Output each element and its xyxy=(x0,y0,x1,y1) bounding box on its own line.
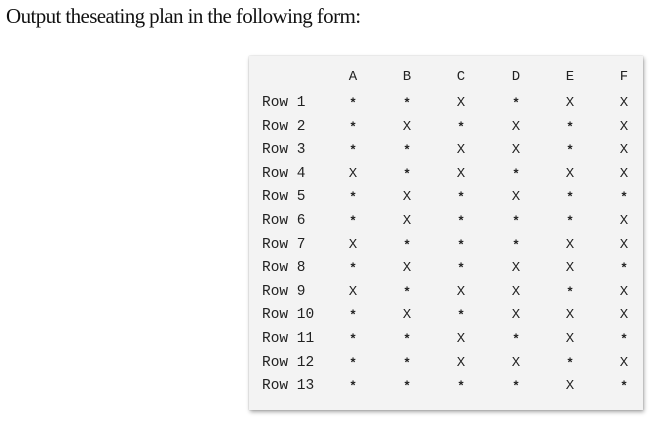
seat-4a: X xyxy=(348,165,358,182)
seat-7d: * xyxy=(512,237,520,253)
seat-3e: * xyxy=(566,143,574,159)
seat-6e: * xyxy=(566,214,574,229)
seat-8d: X xyxy=(511,260,521,277)
column-header-e: E xyxy=(565,69,575,85)
row-label: Row 4 xyxy=(262,165,306,182)
seat-7e: X xyxy=(565,236,575,253)
seat-5c: * xyxy=(457,190,465,206)
seat-6c: * xyxy=(457,214,465,229)
row-label: Row 12 xyxy=(262,354,315,371)
seat-11c: X xyxy=(456,331,466,347)
seat-5b: X xyxy=(402,189,412,206)
row-label: Row 6 xyxy=(262,213,306,229)
seat-13a: * xyxy=(349,379,357,395)
seat-10c: * xyxy=(457,308,465,324)
column-header-a: A xyxy=(348,69,358,85)
seat-3f: X xyxy=(619,142,629,159)
seat-4b: * xyxy=(403,166,411,182)
seat-13b: * xyxy=(403,379,411,395)
seat-11a: * xyxy=(349,332,357,347)
seat-12c: X xyxy=(456,354,466,371)
seat-3a: * xyxy=(349,143,357,159)
seat-13f: * xyxy=(620,379,628,395)
seat-10a: * xyxy=(349,308,357,324)
seat-12b: * xyxy=(403,355,411,371)
seat-6b: X xyxy=(402,213,412,229)
seat-1c: X xyxy=(456,95,466,111)
row-label: Row 5 xyxy=(262,189,306,206)
seat-12f: X xyxy=(619,354,629,371)
seat-8e: X xyxy=(565,260,575,277)
row-label: Row 7 xyxy=(262,236,306,253)
row-label: Row 9 xyxy=(262,283,306,300)
seat-8b: X xyxy=(402,260,412,277)
seat-8a: * xyxy=(349,261,357,277)
column-header-c: C xyxy=(456,69,466,85)
seat-9f: X xyxy=(619,283,629,300)
seat-10f: X xyxy=(619,307,629,324)
column-header-b: B xyxy=(402,69,412,85)
seat-8c: * xyxy=(457,261,465,277)
seat-1f: X xyxy=(619,95,629,111)
seat-12d: X xyxy=(511,354,521,371)
seat-12a: * xyxy=(349,355,357,371)
seat-11e: X xyxy=(565,331,575,347)
seat-9b: * xyxy=(403,284,411,300)
seat-8f: * xyxy=(620,261,628,277)
seat-1d: * xyxy=(512,96,520,111)
seat-6d: * xyxy=(512,214,520,229)
seat-7f: X xyxy=(619,236,629,253)
seat-6f: X xyxy=(619,213,629,229)
seat-3d: X xyxy=(511,142,521,159)
row-label: Row 8 xyxy=(262,260,306,277)
seat-9a: X xyxy=(348,283,358,300)
seat-11b: * xyxy=(403,332,411,347)
row-label: Row 3 xyxy=(262,142,306,159)
seat-1b: * xyxy=(403,96,411,111)
seat-13c: * xyxy=(457,379,465,395)
seat-10b: X xyxy=(402,307,412,324)
seat-3c: X xyxy=(456,142,466,159)
seat-6a: * xyxy=(349,214,357,229)
seat-9c: X xyxy=(456,283,466,300)
seat-3b: * xyxy=(403,143,411,159)
seat-11d: * xyxy=(512,332,520,347)
seat-7b: * xyxy=(403,237,411,253)
seat-2f: X xyxy=(619,118,629,135)
seat-11f: * xyxy=(620,332,628,347)
column-header-d: D xyxy=(511,69,521,85)
seat-12e: * xyxy=(566,355,574,371)
row-label: Row 13 xyxy=(262,378,315,395)
seat-9e: * xyxy=(566,284,574,300)
seat-4d: * xyxy=(512,166,520,182)
row-label: Row 2 xyxy=(262,118,306,135)
seat-5a: * xyxy=(349,190,357,206)
row-label: Row 1 xyxy=(262,95,306,111)
seat-4e: X xyxy=(565,165,575,182)
seat-7c: * xyxy=(457,237,465,253)
row-label: Row 11 xyxy=(262,331,315,347)
seat-4c: X xyxy=(456,165,466,182)
seat-5e: * xyxy=(566,190,574,206)
row-label: Row 10 xyxy=(262,307,315,324)
seat-4f: X xyxy=(619,165,629,182)
seat-2c: * xyxy=(457,119,465,135)
seat-13d: * xyxy=(512,379,520,395)
column-header-f: F xyxy=(619,69,629,85)
seat-10e: X xyxy=(565,307,575,324)
seat-1e: X xyxy=(565,95,575,111)
seat-2d: X xyxy=(511,118,521,135)
seat-7a: X xyxy=(348,236,358,253)
seat-13e: X xyxy=(565,378,575,395)
seat-2b: X xyxy=(402,118,412,135)
seat-10d: X xyxy=(511,307,521,324)
seat-9d: X xyxy=(511,283,521,300)
seat-2a: * xyxy=(349,119,357,135)
instruction-text: Output theseating plan in the following form: xyxy=(6,4,361,28)
seat-5d: X xyxy=(511,189,521,206)
seat-1a: * xyxy=(349,96,357,111)
seat-2e: * xyxy=(566,119,574,135)
seating-plan-panel xyxy=(249,56,643,410)
seat-5f: * xyxy=(620,190,628,206)
